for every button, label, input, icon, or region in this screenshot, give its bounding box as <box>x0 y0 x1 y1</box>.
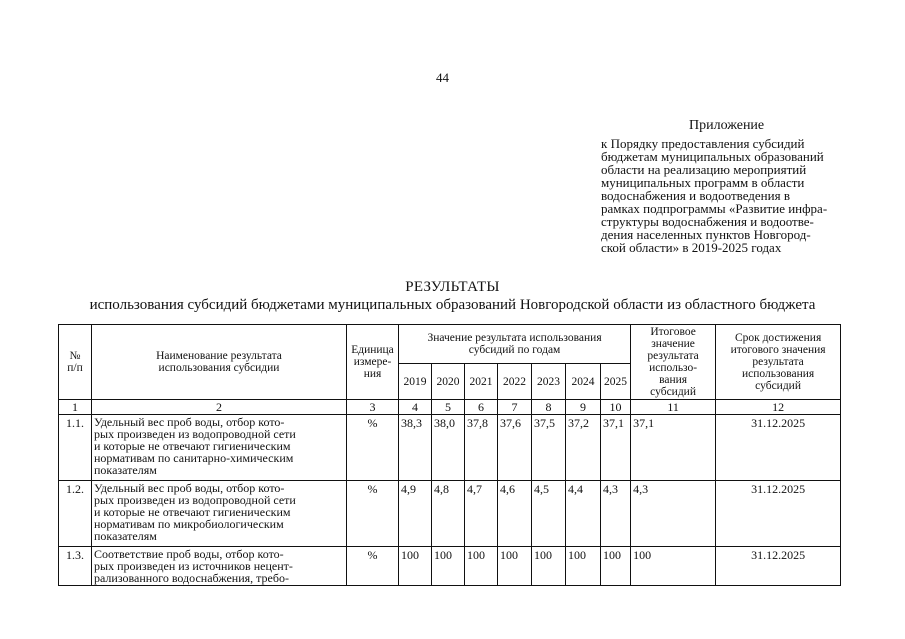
column-number: 8 <box>532 400 566 415</box>
column-number: 3 <box>347 400 399 415</box>
row-unit: % <box>347 415 399 481</box>
row-value: 4,3 <box>601 481 631 547</box>
column-number-row <box>59 400 841 415</box>
header-deadline: Срок достижения итогового значения результата использования субсидий <box>716 325 841 400</box>
row-value: 100 <box>601 547 631 586</box>
table-row <box>59 547 841 586</box>
row-deadline: 31.12.2025 <box>716 481 841 547</box>
header-unit: Единица измере- ния <box>347 325 399 400</box>
header-year: 2023 <box>532 364 566 400</box>
column-number: 6 <box>465 400 498 415</box>
row-value: 100 <box>399 547 432 586</box>
header-year: 2019 <box>399 364 432 400</box>
row-value: 37,8 <box>465 415 498 481</box>
row-name: Соответствие проб воды, отбор кото- рых произведен из источников нецент- рализованного водоснабжения, требо- <box>92 547 347 586</box>
results-table <box>58 324 841 586</box>
row-value: 4,5 <box>532 481 566 547</box>
column-number: 7 <box>498 400 532 415</box>
row-final: 4,3 <box>631 481 716 547</box>
header-num: № п/п <box>59 325 92 400</box>
column-number: 4 <box>399 400 432 415</box>
row-value: 4,9 <box>399 481 432 547</box>
row-unit: % <box>347 547 399 586</box>
column-number: 12 <box>716 400 841 415</box>
header-values-group: Значение результата использования субсидий по годам <box>399 325 631 364</box>
column-number: 2 <box>92 400 347 415</box>
row-value: 100 <box>432 547 465 586</box>
row-value: 37,5 <box>532 415 566 481</box>
row-value: 37,6 <box>498 415 532 481</box>
row-number: 1.2. <box>59 481 92 547</box>
document-subtitle: использования субсидий бюджетами муниципальных образований Новгородской области из областного бюджета <box>89 297 816 313</box>
header-year: 2022 <box>498 364 532 400</box>
row-value: 37,1 <box>601 415 631 481</box>
column-number: 9 <box>566 400 601 415</box>
column-number: 10 <box>601 400 631 415</box>
row-value: 100 <box>498 547 532 586</box>
header-final: Итоговое значение результата использо- вания субсидий <box>631 325 716 400</box>
row-value: 4,7 <box>465 481 498 547</box>
document-title: РЕЗУЛЬТАТЫ <box>405 279 500 295</box>
page-number: 44 <box>436 70 449 85</box>
table-row <box>59 415 841 481</box>
table-row <box>59 481 841 547</box>
row-value: 100 <box>465 547 498 586</box>
header-name: Наименование результата использования субсидии <box>92 325 347 400</box>
row-number: 1.1. <box>59 415 92 481</box>
row-value: 100 <box>532 547 566 586</box>
row-unit: % <box>347 481 399 547</box>
row-value: 4,6 <box>498 481 532 547</box>
row-final: 100 <box>631 547 716 586</box>
row-value: 4,8 <box>432 481 465 547</box>
row-deadline: 31.12.2025 <box>716 547 841 586</box>
column-number: 1 <box>59 400 92 415</box>
appendix-title: Приложение <box>689 118 765 133</box>
row-value: 38,3 <box>399 415 432 481</box>
row-name: Удельный вес проб воды, отбор кото- рых произведен из водопроводной сети и которые не отвечают гигиеническим нормативам по санитарно-химическим показателям <box>92 415 347 481</box>
column-number: 5 <box>432 400 465 415</box>
row-value: 100 <box>566 547 601 586</box>
row-final: 37,1 <box>631 415 716 481</box>
header-year: 2025 <box>601 364 631 400</box>
column-number: 11 <box>631 400 716 415</box>
header-row-top <box>59 325 841 364</box>
header-year: 2021 <box>465 364 498 400</box>
row-number: 1.3. <box>59 547 92 586</box>
header-year: 2024 <box>566 364 601 400</box>
row-value: 37,2 <box>566 415 601 481</box>
row-deadline: 31.12.2025 <box>716 415 841 481</box>
appendix-text: к Порядку предоставления субсидий бюджетам муниципальных образований области на реализацию мероприятий муниципальных программ в области водоснабжения и водоотведения в рамках подпрограммы «Развитие инфра- структуры водоснабжения и водоотве- дения населенных пунктов Новгород- ской области» в 2019-2025 годах <box>601 136 828 255</box>
row-value: 38,0 <box>432 415 465 481</box>
row-value: 4,4 <box>566 481 601 547</box>
row-name: Удельный вес проб воды, отбор кото- рых произведен из водопроводной сети и которые не отвечают гигиеническим нормативам по микробиологическим показателям <box>92 481 347 547</box>
header-year: 2020 <box>432 364 465 400</box>
